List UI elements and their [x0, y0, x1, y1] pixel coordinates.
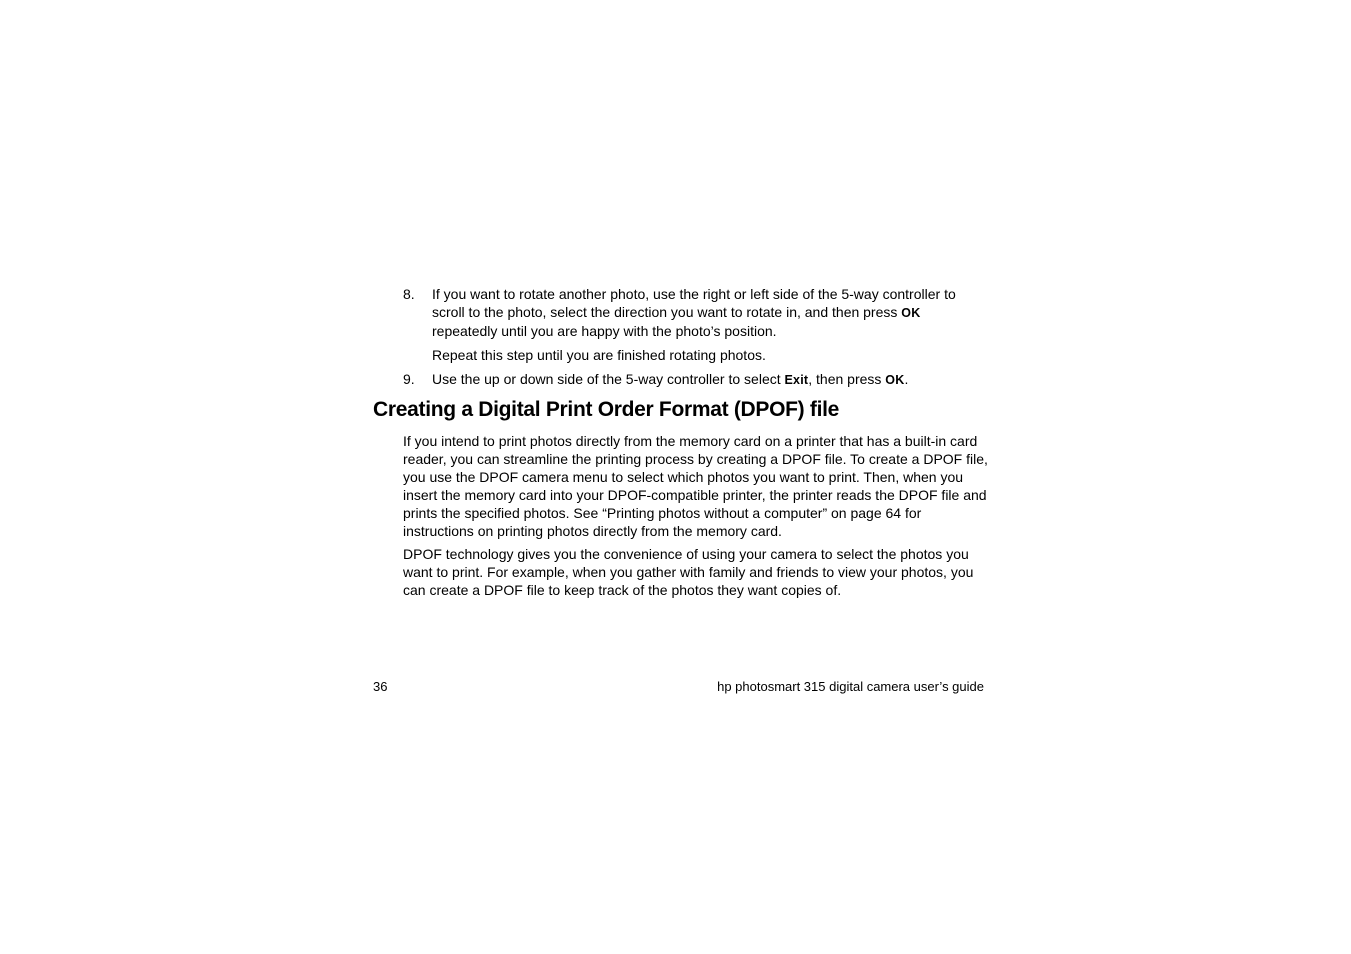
step-text-part: repeatedly until you are happy with the photo’s position. [432, 323, 777, 339]
step-continuation: Repeat this step until you are finished rotating photos. [432, 347, 766, 363]
step-item-8 [403, 285, 988, 340]
step-text-part: , then press [808, 371, 886, 387]
section-body [403, 433, 991, 600]
exit-menu-label: Exit [784, 373, 809, 387]
ok-button-label: OK [901, 306, 921, 320]
step-number: 9. [403, 371, 415, 387]
step-list [403, 285, 988, 389]
section-heading: Creating a Digital Print Order Format (DPOF) file [373, 398, 840, 421]
step-item-9 [403, 370, 988, 389]
body-paragraph: If you intend to print photos directly from the memory card on a printer that has a built-in card reader, you can streamline the printing process by creating a DPOF file. To create a DPOF file, you use the DPOF camera menu to select which photos you want to print. Then, when you insert the memory card into your DPOF-compatible printer, the printer reads the DPOF file and prints the specified photos. See “Printing photos without a computer” on page 64 for instructions on printing photos directly from the memory card. [403, 433, 988, 539]
step-number: 8. [403, 286, 415, 302]
page-number: 36 [373, 679, 388, 694]
guide-title: hp photosmart 315 digital camera user’s guide [717, 679, 984, 694]
step-text [432, 285, 988, 340]
page-footer [373, 678, 984, 696]
step-text [432, 370, 988, 389]
body-paragraph: DPOF technology gives you the convenience of using your camera to select the photos you want to print. For example, when you gather with family and friends to view your photos, you can create a DPOF file to keep track of the photos they want copies of. [403, 546, 974, 599]
ok-button-label: OK [885, 373, 905, 387]
step-text-part: . [904, 371, 909, 387]
step-text-part: If you want to rotate another photo, use the right or left side of the 5-way controller to scroll to the photo, select the direction you want to rotate in, and then press [432, 286, 956, 320]
step-text-part: Use the up or down side of the 5-way controller to select [432, 371, 785, 387]
